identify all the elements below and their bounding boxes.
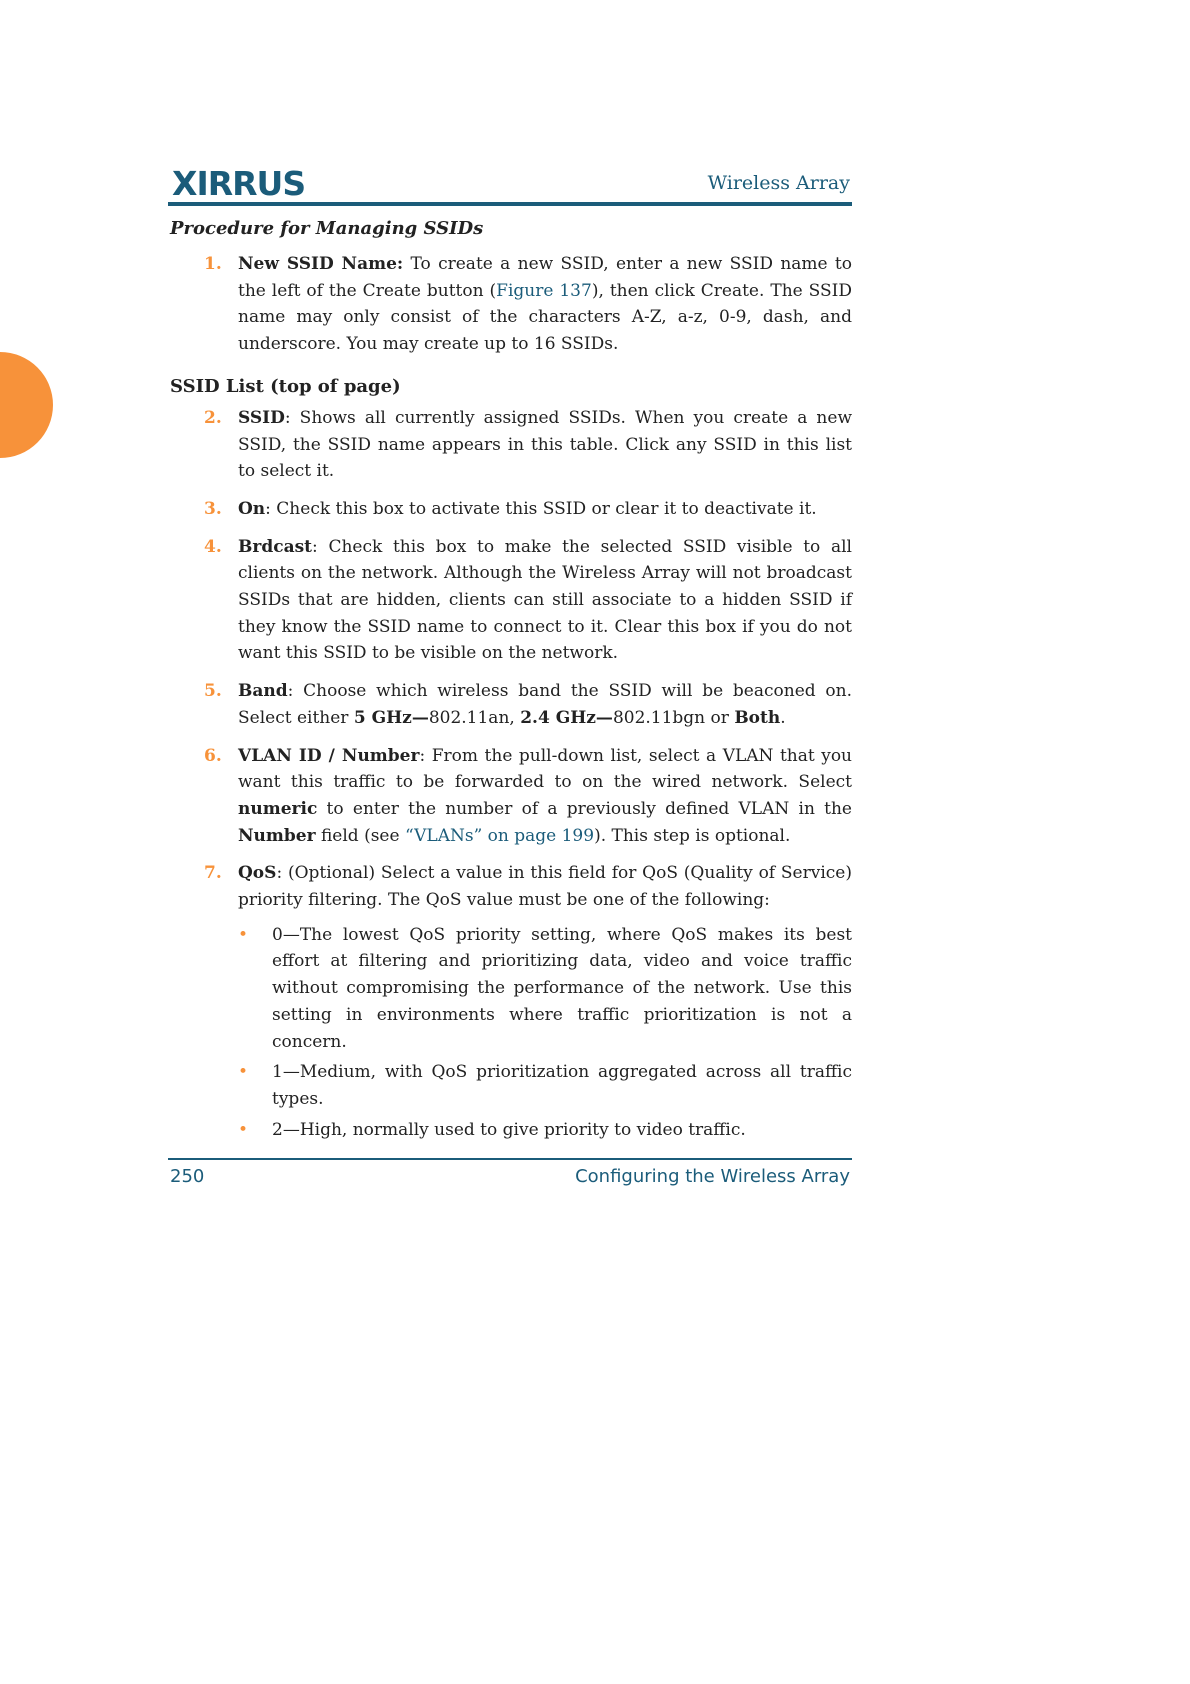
item-number: 5. [204,681,222,702]
list-item-band: 5. Band: Choose which wireless band the SSID will be beaconed on. Select either 5 GHz—802.11an, 2.4 GHz—802.11bgn or Both. [170,678,852,731]
list-item-new-ssid-name: 1. New SSID Name: To create a new SSID, enter a new SSID name to the left of the Create button (Figure 137), then click Create. The SSID name may only consist of the characters A-Z, a-z, 0-9, dash, and underscore. You may create up to 16 SSIDs. [170,251,852,358]
item-label: VLAN ID / Number [238,745,420,766]
item-number: 6. [204,745,222,766]
item-label: QoS [238,863,277,884]
bullet-icon: • [238,1062,249,1083]
header-title: Wireless Array [707,172,850,194]
list-item-qos: 7. QoS: (Optional) Select a value in this field for QoS (Quality of Service) priority filtering. The QoS value must be one of the following: • 0—The lowest QoS priority setting, where QoS makes its best effort at filtering and prioritizing data, video and voice traffic without compromising the performance of the network. Use this setting in environments where traffic prioritization is not a concern. • 1—Medium, with QoS prioritization aggregated across all traffic types. • 2—High, normally used to give priority to video traffic. [170,860,852,1143]
list-item-vlan-id-number: 6. VLAN ID / Number: From the pull-down list, select a VLAN that you want this traffic to be forwarded to on the wired network. Select numeric to enter the number of a previously defined VLAN in the Number field (see “VLANs” on page 199). This step is optional. [170,743,852,850]
procedure-list [170,251,852,358]
page-header [168,150,852,206]
item-number: 4. [204,536,222,557]
list-item-on: 3. On: Check this box to activate this SSID or clear it to deactivate it. [170,496,852,523]
list-item-brdcast: 4. Brdcast: Check this box to make the selected SSID visible to all clients on the network. Although the Wireless Array will not broadcast SSIDs that are hidden, clients can still associate to a hidden SSID if they know the SSID name to connect to it. Clear this box if you do not want this SSID to be visible on the network. [170,534,852,668]
chapter-tab-marker [0,352,53,458]
page-footer [168,1158,852,1187]
section-title: Procedure for Managing SSIDs [170,218,484,239]
item-label: New SSID Name: [238,254,404,274]
item-number: 7. [204,863,222,884]
ssid-list-subheading: SSID List (top of page) [170,375,401,397]
item-number: 3. [204,498,222,519]
bullet-icon: • [238,1119,249,1140]
qos-bullet-item: • 0—The lowest QoS priority setting, where QoS makes its best effort at filtering and prioritizing data, video and voice traffic without compromising the performance of the network. Use this setting in environments where traffic prioritization is not a concern. [238,922,852,1056]
xirrus-logo: XIRRUS [172,164,306,203]
qos-values-list [238,922,852,1144]
page-number: 250 [170,1166,205,1187]
item-label: Brdcast [238,536,313,557]
item-label: On [238,498,266,519]
qos-bullet-item: • 2—High, normally used to give priority to video traffic. [238,1117,852,1144]
bullet-icon: • [238,924,249,945]
page-content [170,218,852,1154]
list-item-ssid: 2. SSID: Shows all currently assigned SSIDs. When you create a new SSID, the SSID name appears in this table. Click any SSID in this list to select it. [170,405,852,485]
item-label: SSID [238,407,285,428]
qos-bullet-item: • 1—Medium, with QoS prioritization aggregated across all traffic types. [238,1059,852,1112]
item-number: 1. [204,254,222,274]
ssid-list-items [170,405,852,1144]
vlans-page-link[interactable]: “VLANs” on page 199 [404,825,595,846]
figure-137-link[interactable]: Figure 137 [496,280,592,301]
item-number: 2. [204,407,222,428]
footer-chapter-title: Configuring the Wireless Array [575,1166,850,1187]
item-label: Band [238,681,288,702]
